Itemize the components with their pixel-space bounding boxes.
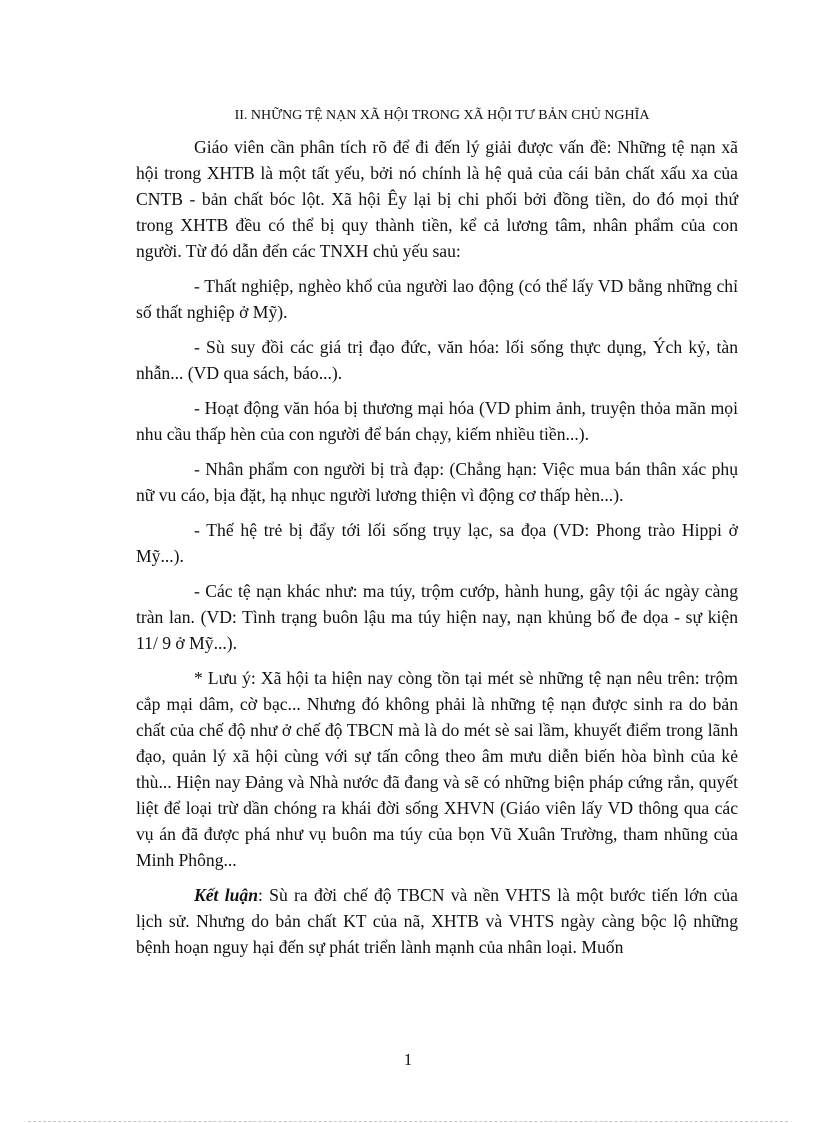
bullet-other-vices: - Các tệ nạn khác như: ma túy, trộm cướp, hành hung, gây tội ác ngày càng tràn lan. (VD: Tình trạng buôn lậu ma túy hiện nay, nạn khủng bố đe dọa - sự kiện 11/ 9 ở Mỹ...).: [136, 581, 738, 653]
bullet-human-dignity: - Nhân phẩm con người bị trà đạp: (Chẳng hạn: Việc mua bán thân xác phụ nữ vu cáo, bịa đặt, hạ nhục người lương thiện vì động cơ thấp hèn...).: [136, 459, 738, 505]
conclusion-text: : Sù ra đời chế độ TBCN và nền VHTS là một bước tiến lớn của lịch sử. Nhưng do bản chất KT của nã, XHTB và VHTS ngày càng bộc lộ những bệnh hoạn nguy hại đến sự phát triển lành mạnh của nhân loại. Muốn: [136, 885, 738, 957]
bullet-commercialized-culture: - Hoạt động văn hóa bị thương mại hóa (VD phim ảnh, truyện thỏa mãn mọi nhu cầu thấp hèn của con người để bán chạy, kiếm nhiều tiền...).: [136, 398, 738, 444]
bullet-youth-decadence: - Thế hệ trẻ bị đẩy tới lối sống trụy lạc, sa đọa (VD: Phong trào Hippi ở Mỹ...).: [136, 520, 738, 566]
conclusion-label: Kết luận: [194, 885, 258, 905]
intro-paragraph: Giáo viên cần phân tích rõ để đi đến lý giải được vấn đề: Những tệ nạn xã hội trong XHTB là một tất yếu, bởi nó chính là hệ quả của cái bản chất xấu xa của CNTB - bản chất bóc lột. Xã hội Êy lại bị chi phối bởi đồng tiền, do đó mọi thứ trong XHTB đều có thể bị quy thành tiền, kể cả lương tâm, nhân phẩm của con người. Từ đó dẫn đến các TNXH chủ yếu sau:: [136, 137, 738, 261]
bullet-moral-decline: - Sù suy đồi các giá trị đạo đức, văn hóa: lối sống thực dụng, Ých kỷ, tàn nhẫn... (VD qua sách, báo...).: [136, 337, 738, 383]
page-number: 1: [403, 1050, 413, 1069]
page-content: [136, 108, 738, 969]
section-heading: II. NHỮNG TỆ NẠN XÃ HỘI TRONG XÃ HỘI TƯ BẢN CHỦ NGHĨA: [234, 108, 650, 123]
note-paragraph: * Lưu ý: Xã hội ta hiện nay còng tồn tại mét sè những tệ nạn nêu trên: trộm cắp mại dâm, cờ bạc... Nhưng đó không phải là những tệ nạn được sinh ra do bản chất của chế độ như ở chế độ TBCN mà là do mét sè sai lầm, khuyết điểm trong lãnh đạo, quản lý xã hội cùng với sự tấn công theo âm mưu diễn biến hòa bình của kẻ thù... Hiện nay Đảng và Nhà nước đã đang và sẽ có những biện pháp cứng rắn, quyết liệt để loại trừ dần chóng ra khái đời sống XHVN (Giáo viên lấy VD thông qua các vụ án đã được phá như vụ buôn ma túy của bọn Vũ Xuân Trường, tham nhũng của Minh Phông...: [136, 668, 738, 870]
bullet-unemployment: - Thất nghiệp, nghèo khổ của người lao động (có thể lấy VD bằng những chỉ số thất nghiệp ở Mỹ).: [136, 276, 738, 322]
page-bottom-divider: [28, 1121, 788, 1122]
conclusion-paragraph: [136, 882, 738, 960]
